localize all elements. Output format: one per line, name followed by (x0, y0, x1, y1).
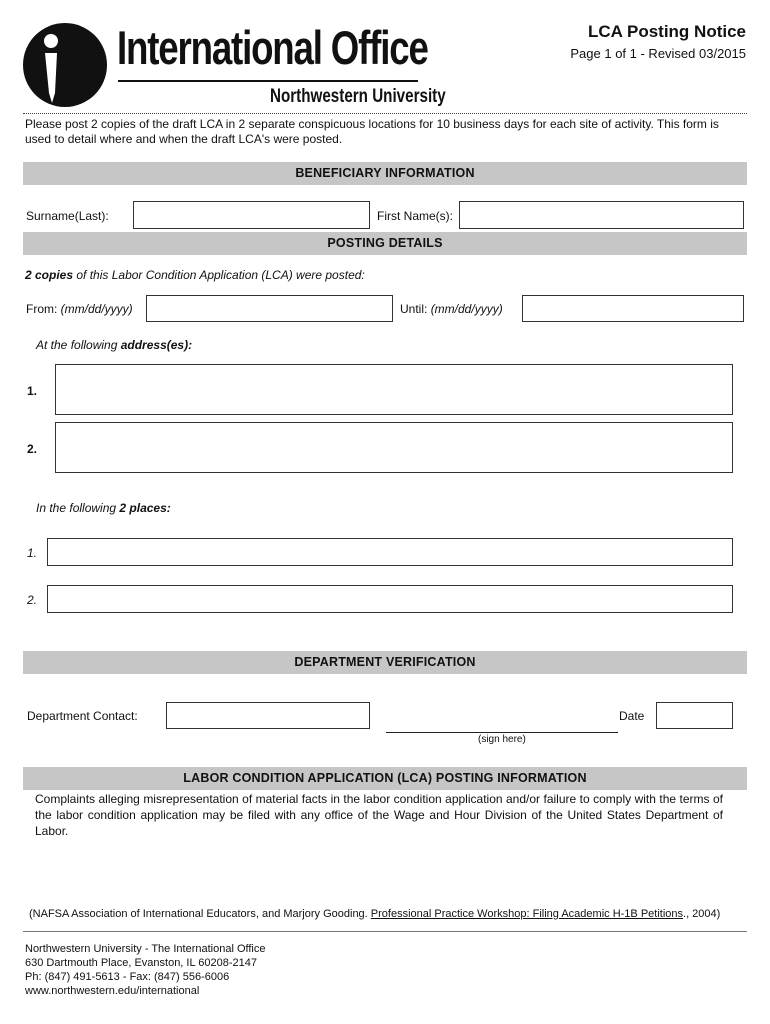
citation (29, 908, 720, 920)
place-2-label: 2. (27, 593, 38, 607)
footer-line-3: Ph: (847) 491-5613 - Fax: (847) 556-6006 (25, 971, 230, 983)
copies-statement (25, 268, 365, 282)
from-format-hint: (mm/dd/yyyy) (60, 302, 133, 316)
copies-rest: of this Labor Condition Application (LCA) were posted: (73, 268, 365, 282)
place-2-field[interactable] (47, 585, 733, 613)
address-2-field[interactable] (55, 422, 733, 473)
logo-subtitle: Northwestern University (270, 86, 446, 107)
surname-field[interactable] (133, 201, 370, 229)
section-heading-lca-info: LABOR CONDITION APPLICATION (LCA) POSTING INFORMATION (23, 767, 747, 790)
footer-line-2: 630 Dartmouth Place, Evanston, IL 60208-2147 (25, 957, 257, 969)
from-label (26, 302, 133, 316)
logo-rule (118, 80, 418, 82)
section-heading-beneficiary: BENEFICIARY INFORMATION (23, 162, 747, 185)
footer-line-1: Northwestern University - The International Office (25, 943, 266, 955)
address-1-label: 1. (27, 384, 38, 398)
page-info: Page 1 of 1 - Revised 03/2015 (570, 46, 746, 61)
address-2-label: 2. (27, 442, 38, 456)
department-contact-label: Department Contact: (27, 709, 138, 723)
first-name-label: First Name(s): (377, 209, 453, 223)
footer-address (25, 942, 265, 998)
places-prompt-bold: 2 places: (119, 501, 171, 515)
logo-mark (23, 23, 107, 107)
sign-hint: (sign here) (478, 734, 526, 745)
address-prompt-bold: address(es): (120, 338, 193, 352)
citation-suffix: ., 2004) (683, 908, 721, 920)
citation-prefix: (NAFSA Association of International Educators, and Marjory Gooding. (29, 908, 371, 920)
citation-title: Professional Practice Workshop: Filing Academic H-1B Petitions (370, 908, 684, 920)
copies-count: 2 copies (25, 268, 74, 282)
complaint-text: Complaints alleging misrepresentation of material facts in the labor condition application and/or failure to comply with the terms of the labor condition application may be filed with any office of the Wage and Hour Division of the United States Department of Labor. (35, 792, 723, 838)
address-1-field[interactable] (55, 364, 733, 415)
from-label-text: From: (26, 302, 61, 316)
section-heading-posting: POSTING DETAILS (23, 232, 747, 255)
places-prompt-text: In the following (36, 501, 120, 515)
until-label-text: Until: (400, 302, 431, 316)
date-label: Date (619, 709, 645, 723)
footer-website: www.northwestern.edu/international (25, 985, 200, 997)
signature-line[interactable] (386, 732, 618, 733)
from-date-field[interactable] (146, 295, 393, 322)
first-name-field[interactable] (459, 201, 744, 229)
address-prompt (36, 338, 192, 352)
intro-text: Please post 2 copies of the draft LCA in 2 separate conspicuous locations for 10 business days for each site of activity. This form is used to detail where and when the draft LCA's were posted. (25, 117, 719, 146)
footer-divider (23, 931, 747, 932)
surname-label: Surname(Last): (26, 209, 109, 223)
until-date-field[interactable] (522, 295, 744, 322)
info-i-icon (23, 23, 107, 107)
places-prompt (36, 501, 171, 515)
document-title: LCA Posting Notice (587, 22, 746, 41)
section-heading-department: DEPARTMENT VERIFICATION (23, 651, 747, 674)
logo-title: International Office (117, 21, 428, 74)
place-1-label: 1. (27, 546, 38, 560)
until-format-hint: (mm/dd/yyyy) (430, 302, 503, 316)
place-1-field[interactable] (47, 538, 733, 566)
department-contact-field[interactable] (166, 702, 370, 729)
until-label (400, 302, 503, 316)
header-divider (23, 113, 747, 114)
date-field[interactable] (656, 702, 733, 729)
address-prompt-text: At the following (36, 338, 121, 352)
